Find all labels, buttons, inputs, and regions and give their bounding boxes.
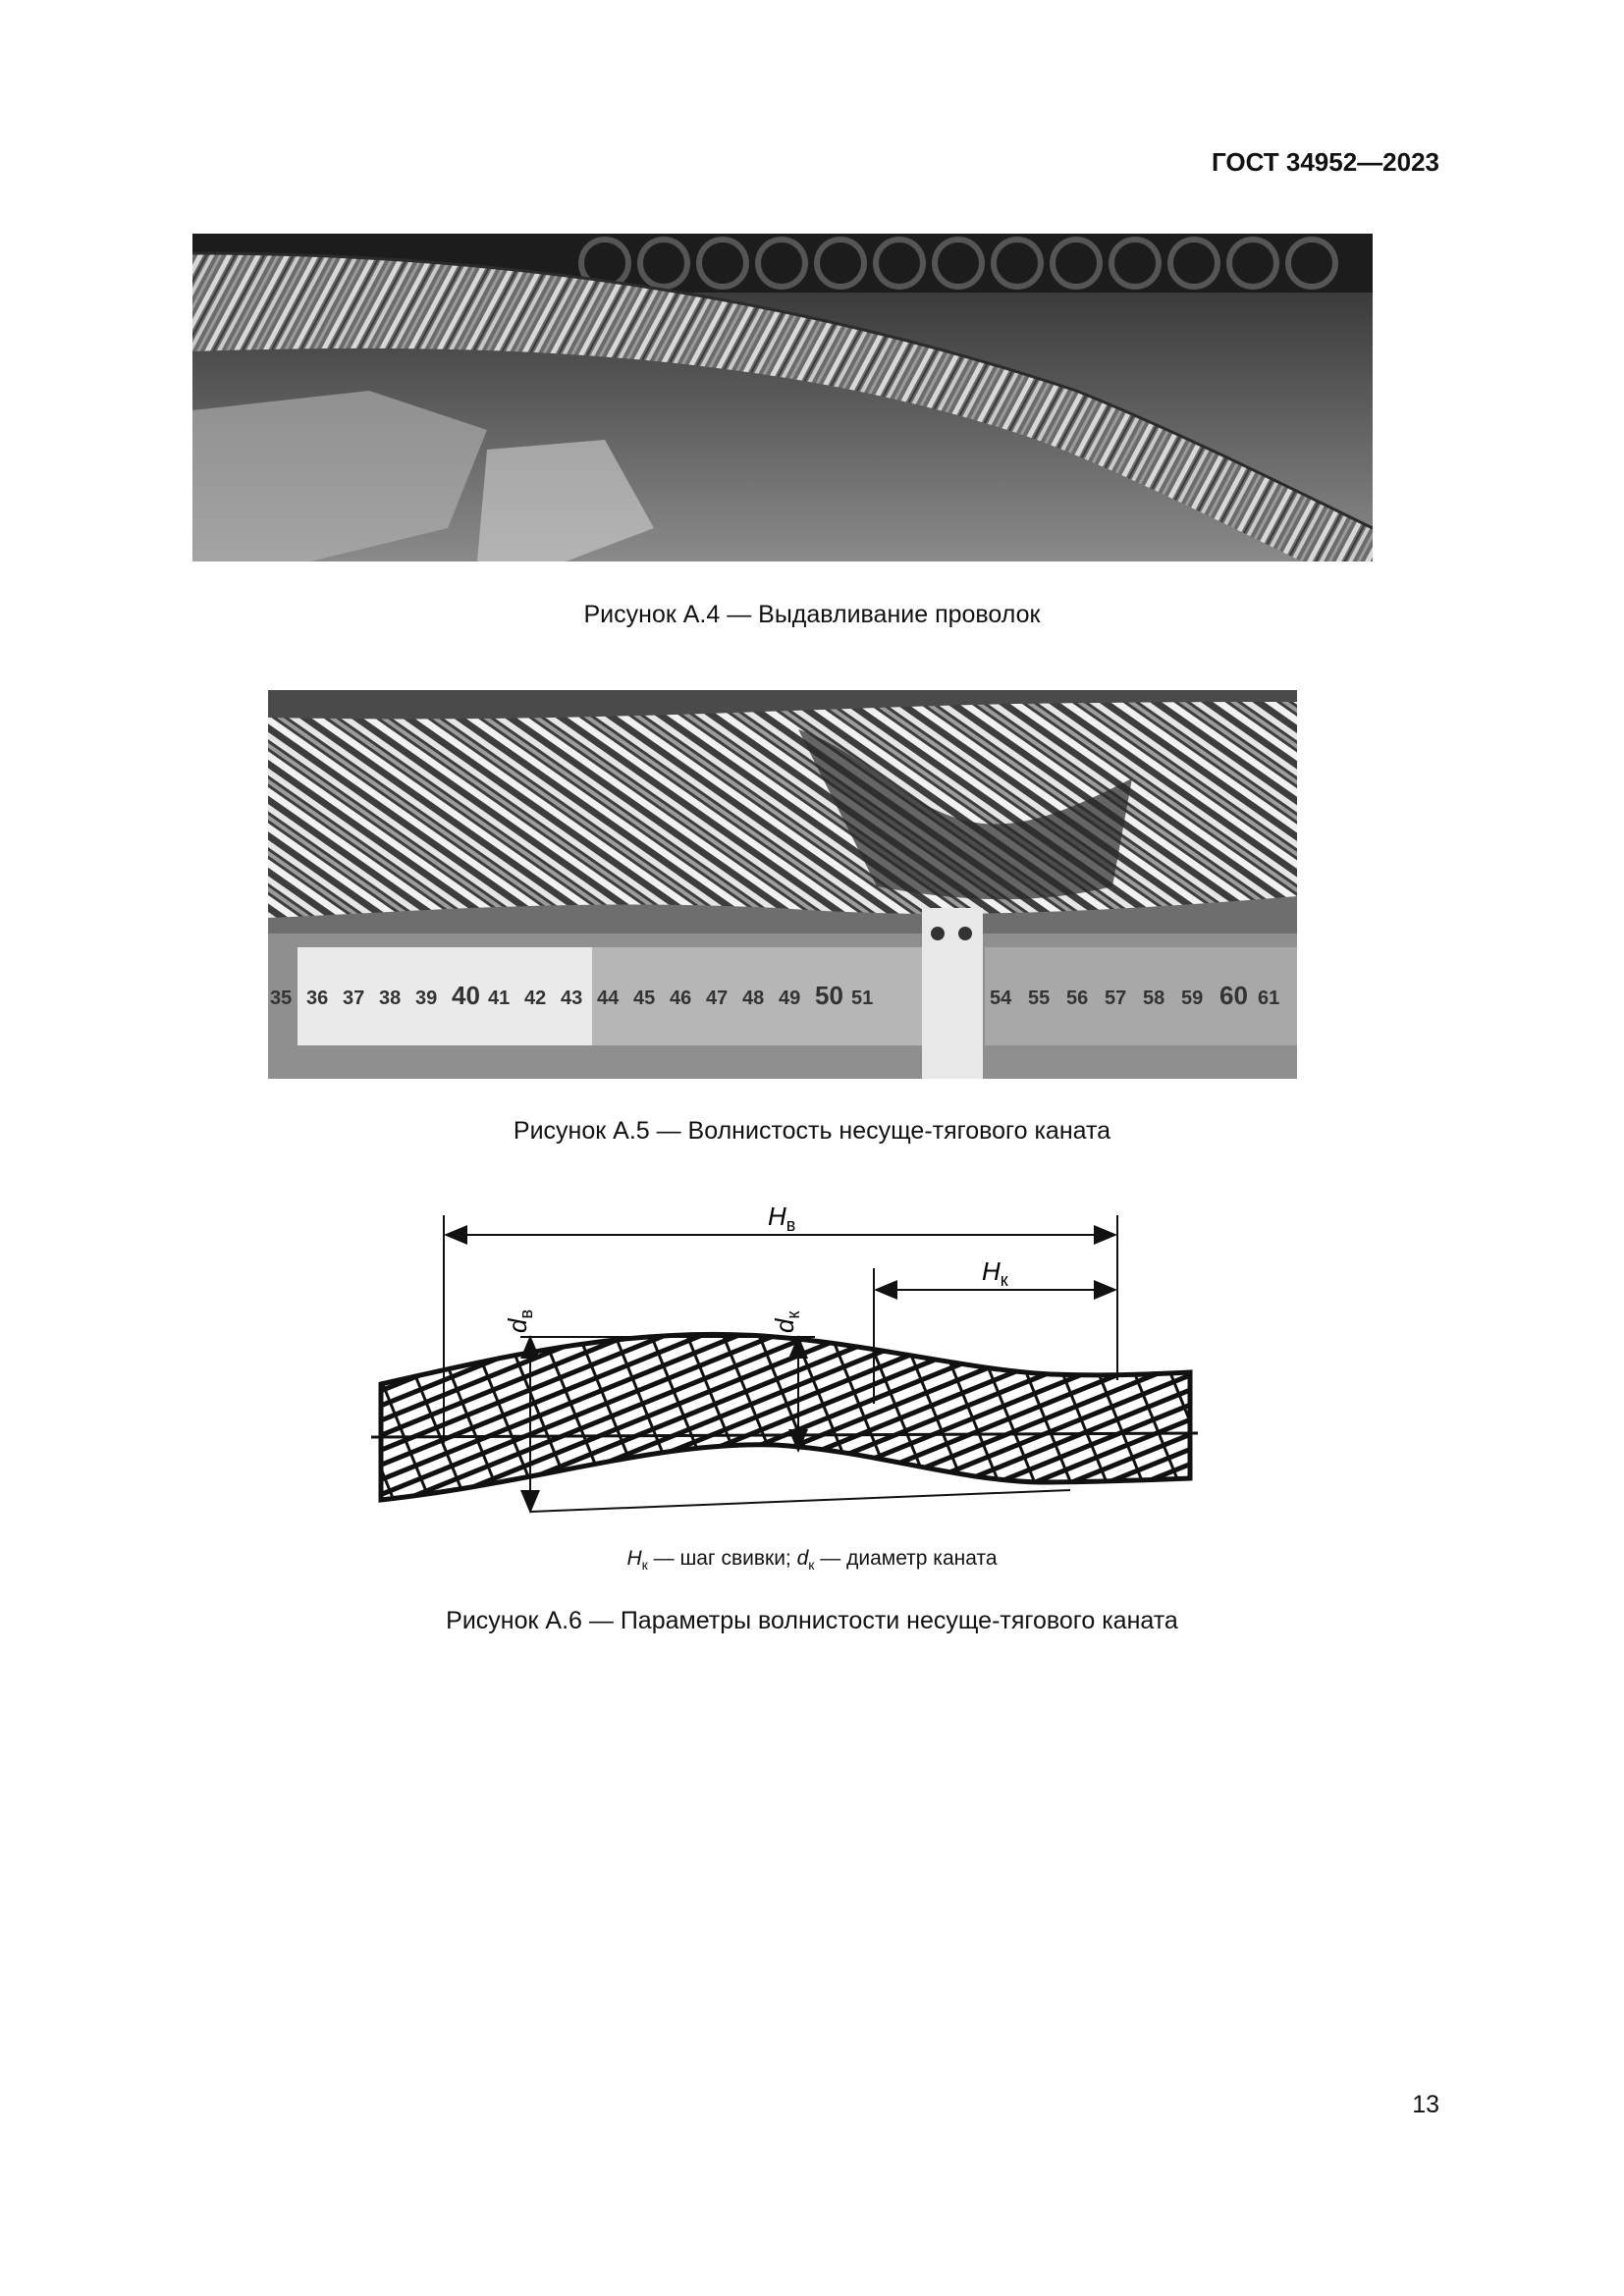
- svg-text:dк: $d_к$: [770, 1310, 803, 1333]
- ruler-number: 36: [306, 988, 329, 1009]
- ruler-number: 60: [1219, 981, 1248, 1010]
- ruler-number: 41: [488, 988, 511, 1009]
- label-hv: $H_в$: [768, 1201, 796, 1235]
- ruler-number: 58: [1143, 988, 1165, 1009]
- wire-extrusion-image: [192, 234, 1373, 561]
- label-hk: $H_к$: [982, 1256, 1008, 1290]
- label-dk: [770, 1311, 803, 1333]
- figure-a4-photo: [192, 234, 1373, 561]
- ruler-number: 42: [524, 988, 547, 1009]
- ruler-number: 57: [1105, 988, 1127, 1009]
- ruler-number: 45: [633, 988, 656, 1009]
- waviness-parameters-drawing: [363, 1188, 1218, 1522]
- ruler-number: 56: [1066, 988, 1089, 1009]
- figure-a6-caption: Рисунок А.6 — Параметры волнистости несуще-тягового каната: [446, 1607, 1178, 1634]
- ruler-number: 35: [270, 988, 293, 1009]
- figure-a6-diagram: [363, 1188, 1218, 1522]
- ruler-number: 43: [561, 988, 583, 1009]
- svg-text:dв: $d_в$: [503, 1308, 536, 1333]
- label-dv: [503, 1309, 536, 1333]
- ruler-number: 51: [851, 988, 874, 1009]
- ruler-number: 40: [452, 981, 480, 1010]
- rope-waviness-image: [268, 690, 1297, 1079]
- figure-a6-legend: $H_к$ — шаг свивки; $d_к$ — диаметр каната: [626, 1547, 998, 1574]
- ruler-number: 37: [343, 988, 365, 1009]
- ruler-number: 46: [670, 988, 692, 1009]
- ruler-number: 44: [597, 988, 620, 1009]
- figure-a4-caption: Рисунок А.4 — Выдавливание проволок: [583, 601, 1041, 628]
- ruler-number: 39: [415, 988, 438, 1009]
- ruler-number: 48: [742, 988, 765, 1009]
- figure-a5-photo: [268, 690, 1297, 1079]
- ruler-number: 59: [1181, 988, 1204, 1009]
- page-number: 13: [1412, 2091, 1439, 2118]
- figure-a5-caption: Рисунок А.5 — Волнистость несуще-тягового каната: [513, 1117, 1111, 1145]
- ruler-number: 55: [1028, 988, 1051, 1009]
- ruler-number: 54: [990, 988, 1012, 1009]
- ruler-number: 50: [815, 981, 843, 1010]
- ruler-number: 49: [779, 988, 801, 1009]
- ruler-number: 38: [379, 988, 402, 1009]
- document-code: ГОСТ 34952—2023: [1212, 147, 1439, 177]
- ruler-number: 47: [706, 988, 729, 1009]
- ruler-number: 61: [1258, 988, 1280, 1009]
